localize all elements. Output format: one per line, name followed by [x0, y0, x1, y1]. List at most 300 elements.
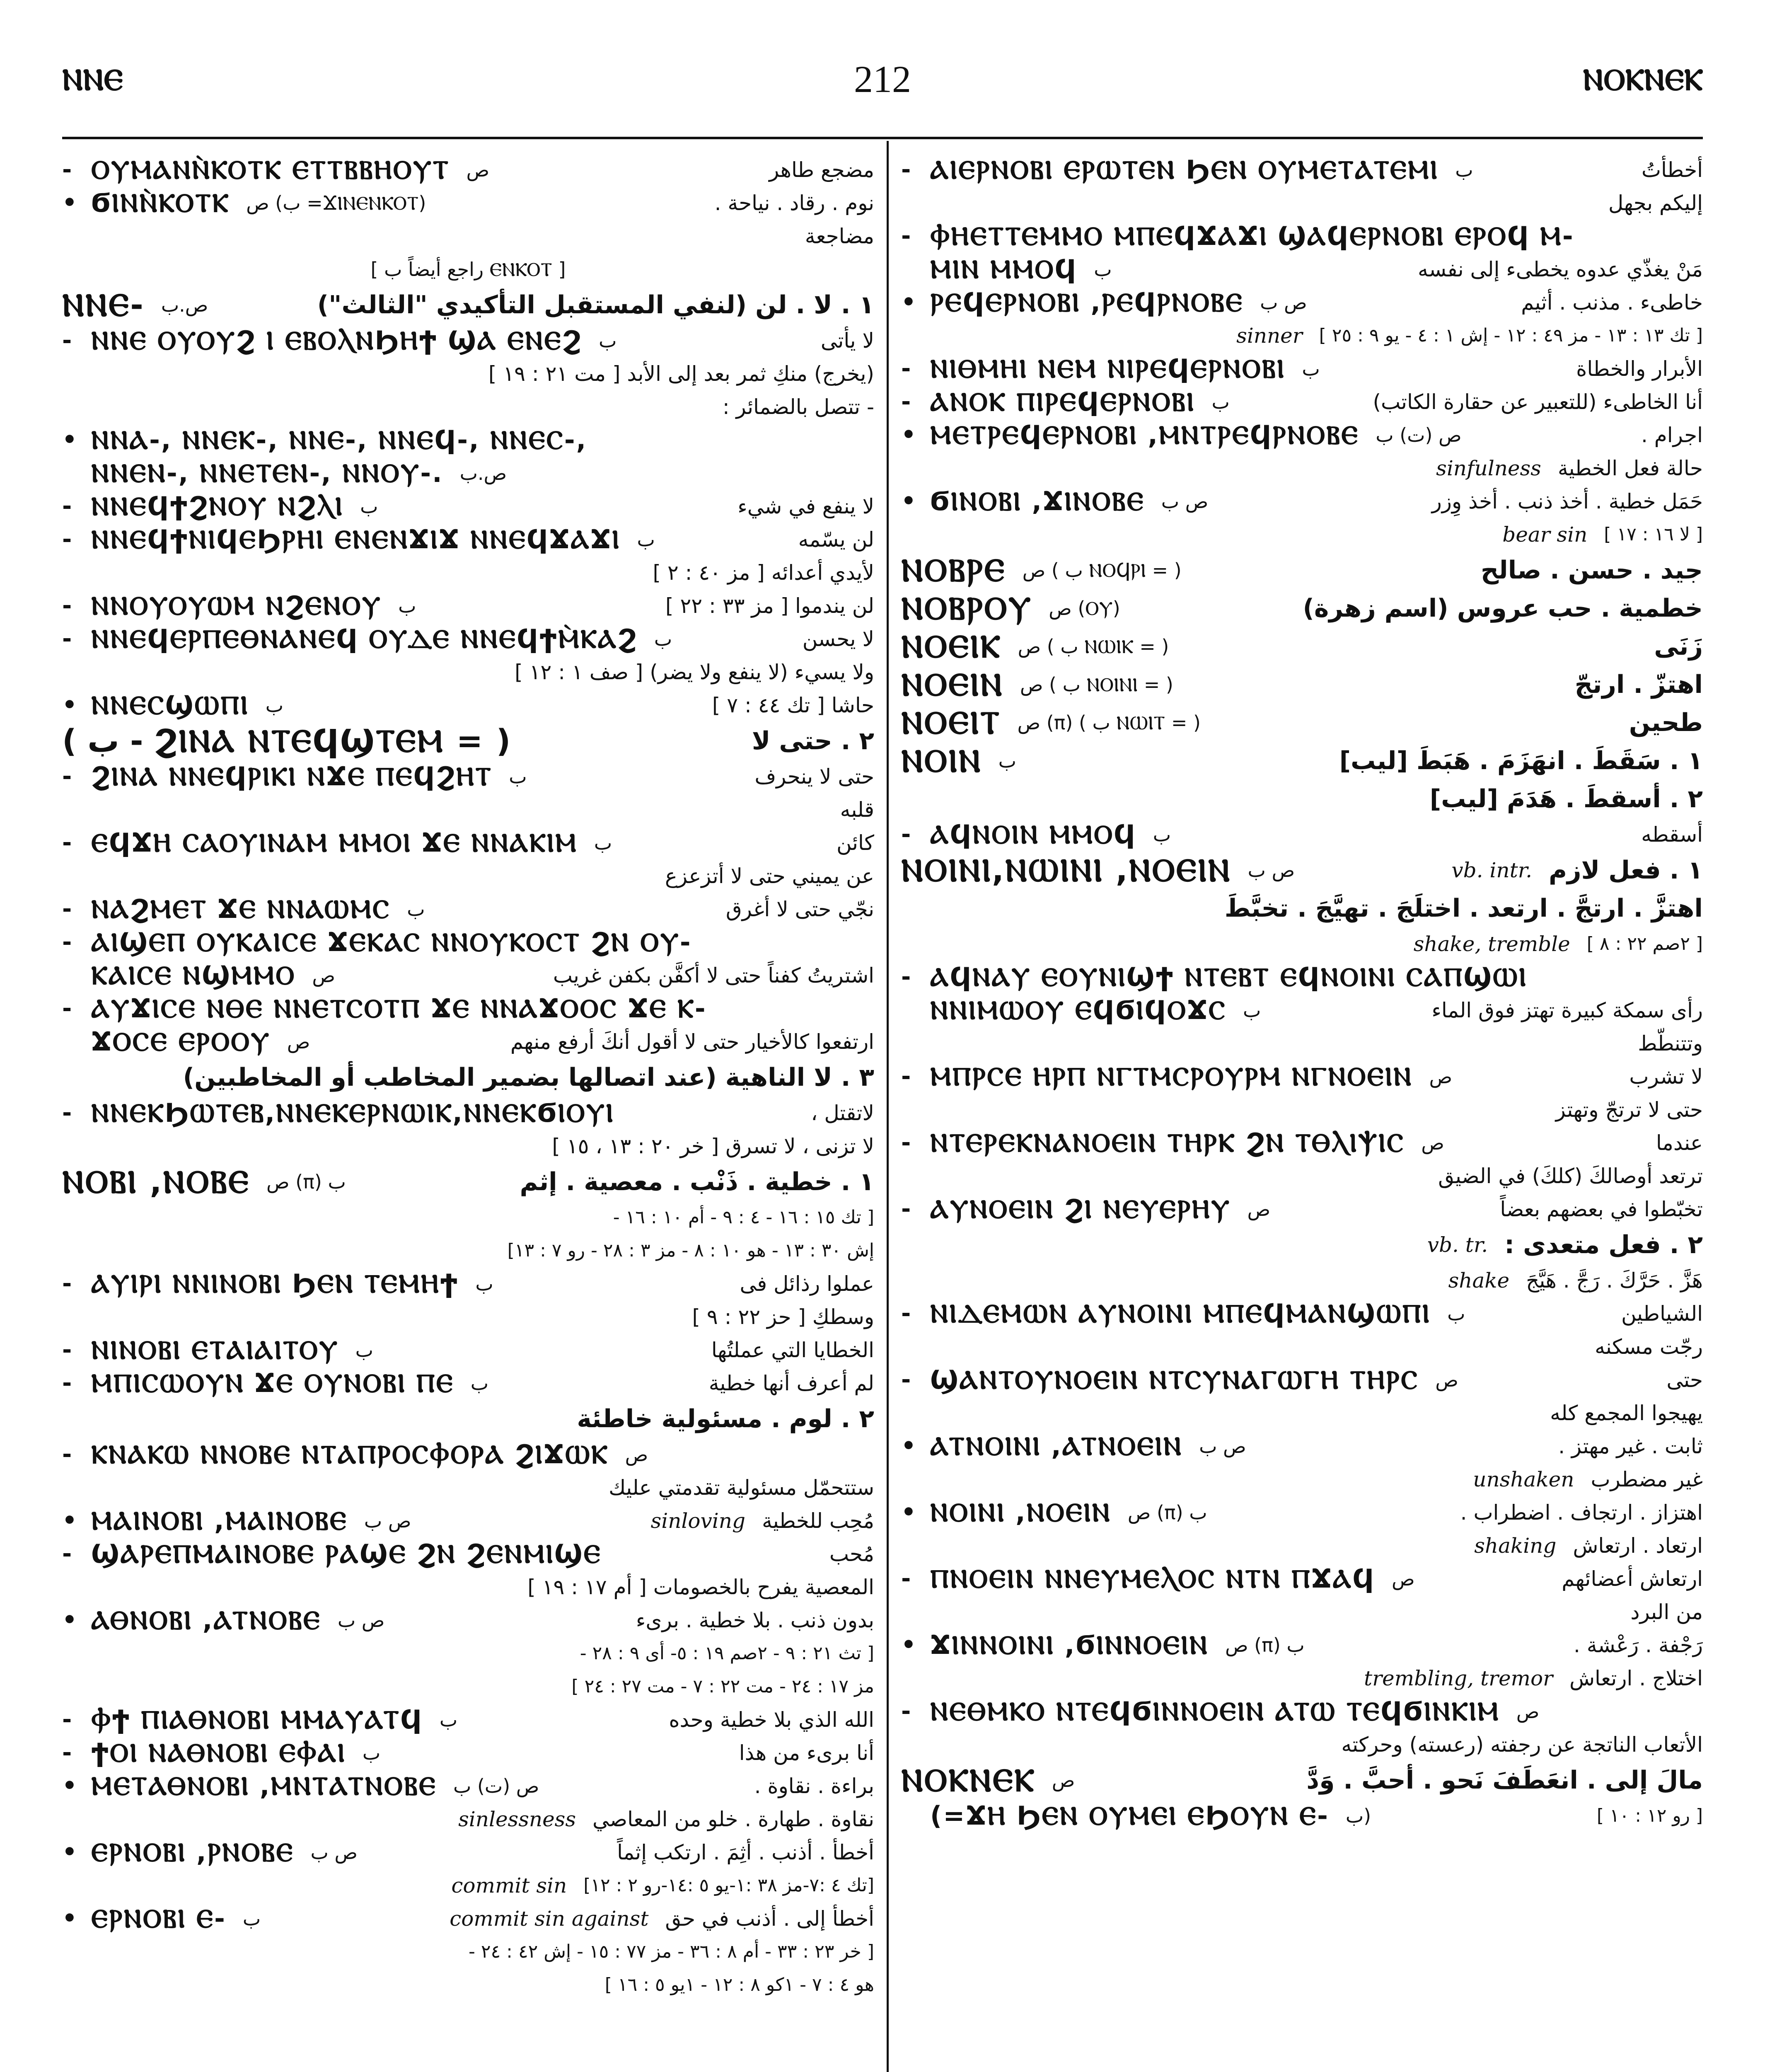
coptic-term: ⲚⲦⲈⲢⲈⲔⲚⲀⲚⲞⲈⲒⲚ ⲦⲎⲢⲔ ϨⲚ ⲦⲐⲖⲒⲮⲒⲤ	[930, 1128, 1405, 1158]
source-tag: ب	[407, 898, 425, 920]
arabic-gloss: حتى لا ينحرف	[754, 765, 874, 789]
entry-line	[901, 153, 1703, 186]
entry-line	[62, 1438, 874, 1471]
arabic-gloss: رَجْفة . رَعْشة .	[1573, 1633, 1703, 1657]
coptic-term: ⲚⲚⲈⲔϦⲰⲦⲈⲂ,ⲚⲚⲈⲔⲈⲢⲚⲰⲒⲔ,ⲚⲚⲈⲔϬⲒⲞⲨⲒ	[91, 1098, 614, 1128]
entry-line	[901, 1799, 1703, 1832]
arabic-gloss: لا تشرب	[1629, 1065, 1703, 1089]
source-tag: ب	[1243, 999, 1261, 1021]
coptic-term: ⲪⲎⲈⲦⲦⲈⲘⲘⲞ ⲘⲠⲈϤϪⲀϪⲒ ϢⲀϤⲈⲢⲚⲞⲂⲒ ⲈⲢⲞϤ Ⲙ-	[930, 221, 1574, 251]
source-tag: ب	[594, 832, 612, 854]
source-tag: ب	[398, 595, 416, 617]
dash-marker: -	[901, 821, 911, 848]
entry-line	[62, 1201, 874, 1234]
arabic-gloss: زَنَى	[1654, 632, 1703, 661]
arabic-gloss: ١ . سَقَطَ . انهَزَمَ . هَبَطَ [ليب]	[1339, 746, 1703, 775]
entry-line	[62, 1703, 874, 1736]
english-gloss: shake	[1448, 1268, 1510, 1293]
dash-marker: -	[62, 896, 72, 922]
source-tag: ص (ت) ب	[1376, 424, 1462, 446]
coptic-term: ⲚⲈⲐⲘⲔⲞ ⲚⲦⲈϤϬⲒⲚⲚⲞⲈⲒⲚ ⲀⲦⲰ ⲦⲈϤϬⲒⲚⲔⲒⲘ	[930, 1696, 1500, 1726]
source-tag: ب	[360, 495, 378, 518]
arabic-gloss: ٢ . أسقطَ . هَدَمَ [ليب]	[1429, 784, 1703, 813]
dash-marker: -	[62, 327, 72, 354]
arabic-gloss: الخطايا التي عملتُها	[711, 1338, 874, 1362]
dash-marker: -	[62, 1336, 72, 1363]
entry-line	[62, 992, 874, 1025]
coptic-term: ⲀⲒϢⲈⲠ ⲞⲨⲔⲀⲒⲤⲈ ϪⲈⲔⲀⲤ ⲚⲚⲞⲨⲔⲞⲤⲦ ϨⲚ ⲞⲨ-	[91, 927, 692, 957]
entry-line	[62, 1025, 874, 1058]
arabic-gloss: لم أعرف أنها خطية	[708, 1371, 874, 1395]
entry-line	[901, 1728, 1703, 1761]
bullet-marker: •	[901, 1499, 916, 1526]
english-gloss: sinfulness	[1436, 456, 1541, 480]
entry-line	[62, 1097, 874, 1130]
source-tag: ص.ب	[161, 294, 208, 316]
dash-marker: -	[62, 995, 72, 1022]
scripture-reference: [ لا ١٦ : ١٧ ]	[1604, 524, 1703, 545]
arabic-gloss: ٢ . لوم . مسئولية خاطئة	[577, 1404, 874, 1433]
source-tag: ص ب	[1161, 490, 1209, 513]
coptic-term: ϪⲒⲚⲚⲞⲒⲚⲒ ,ϬⲒⲚⲚⲞⲈⲒⲚ	[930, 1630, 1209, 1660]
arabic-gloss: حَمَل خطية . أخذ ذنب . أخذ وِزر	[1431, 489, 1703, 513]
entry-line	[62, 1130, 874, 1163]
coptic-term: ⲚⲒⲚⲞⲂⲒ ⲈⲦⲀⲒⲀⲒⲦⲞⲨ	[91, 1335, 339, 1365]
dash-marker: -	[62, 1441, 72, 1468]
entry-line	[901, 1662, 1703, 1695]
entry-line	[62, 1537, 874, 1571]
entry-line	[901, 485, 1703, 518]
dash-marker: -	[62, 829, 72, 856]
coptic-term: ⲚⲞⲂⲢⲞⲨ	[901, 590, 1032, 627]
arabic-gloss: ستتحمّل مسئولية تقدمتي عليك	[609, 1476, 874, 1500]
arabic-gloss: ٢ . فعل متعدى :	[1504, 1230, 1703, 1259]
coptic-term: ⲚⲚⲒⲘⲰⲞⲨ ⲈϤϬⲒϤⲞϪⲤ	[930, 995, 1227, 1025]
dash-marker: -	[901, 156, 911, 183]
arabic-gloss: نوم . رقاد . نياحة .	[714, 191, 874, 215]
entry-line	[901, 452, 1703, 485]
entry-line	[901, 1193, 1703, 1226]
arabic-gloss: أنا الخاطىء (للتعبير عن حقارة الكاتب)	[1373, 390, 1703, 414]
arabic-gloss: حتى لا ترتجّ وتهتز	[1555, 1098, 1703, 1122]
bullet-marker: •	[901, 421, 916, 448]
entry-line	[62, 1604, 874, 1637]
coptic-term: ⲀϤⲚⲀⲨ ⲈⲞⲨⲚⲒϢϮ ⲚⲦⲈⲂⲦ ⲈϤⲚⲞⲒⲚⲒ ⲤⲀⲠϢⲰⲒ	[930, 962, 1528, 992]
coptic-term: ϬⲒⲚⲞⲂⲒ ,ϪⲒⲚⲞⲂⲈ	[930, 486, 1145, 516]
dash-marker: -	[62, 1270, 72, 1297]
arabic-gloss: براءة . نقاوة .	[754, 1774, 874, 1798]
entry-line	[901, 286, 1703, 319]
arabic-gloss: ولا يسيء (لا ينفع ولا يضر) [ صف ١ : ١٢ ]	[515, 660, 874, 684]
scripture-reference: [ تث ٢١ : ٩ - ٢صم ١٩ : ٥- أى ٩ : ٢٨ -	[580, 1643, 874, 1664]
coptic-term: ⲘⲀⲒⲚⲞⲂⲒ ,ⲘⲀⲒⲚⲞⲂⲈ	[91, 1506, 348, 1536]
arabic-gloss: - تتصل بالضمائر :	[722, 395, 874, 419]
source-tag: ب	[1302, 358, 1320, 380]
arabic-gloss: أسقطه	[1641, 823, 1703, 847]
arabic-gloss: ارتعاش أعضائهم	[1562, 1567, 1703, 1591]
source-tag: ص ب	[337, 1609, 385, 1631]
entry-line	[62, 1968, 874, 2002]
coptic-term: ⲘⲈⲦⲀⲐⲚⲞⲂⲒ ,ⲘⲚⲦⲀⲦⲚⲞⲂⲈ	[91, 1771, 437, 1801]
arabic-gloss: خاطىء . مذنب . أثيم	[1521, 290, 1703, 315]
coptic-term: ⲀⲚⲞⲔ ⲠⲒⲢⲈϤⲈⲢⲚⲞⲂⲒ	[930, 387, 1195, 417]
bullet-marker: •	[62, 1905, 77, 1932]
arabic-gloss: أخطأ . أذنب . أثِمَ . ارتكب إثماً	[617, 1840, 874, 1864]
english-gloss: unshaken	[1473, 1467, 1574, 1491]
arabic-gloss: اهتزاز . ارتجاف . اضطراب .	[1460, 1501, 1703, 1525]
entry-line	[62, 1058, 874, 1097]
source-tag: ب	[509, 765, 527, 788]
arabic-gloss: ٢ . حتى لا	[752, 726, 874, 755]
entry-line	[901, 1529, 1703, 1562]
entry-line	[62, 220, 874, 253]
entry-line	[62, 1803, 874, 1836]
source-tag: ب	[654, 628, 672, 650]
dash-marker: -	[901, 1196, 911, 1222]
source-tag: ص	[1247, 1198, 1271, 1220]
entry-line	[901, 1093, 1703, 1126]
arabic-gloss: ١ . فعل لازم	[1549, 856, 1703, 885]
entry-line	[62, 1571, 874, 1604]
entry-line	[901, 742, 1703, 780]
entry-line	[901, 551, 1703, 589]
coptic-term: ⲚⲞⲒⲚⲒ ,ⲚⲞⲈⲒⲚ	[930, 1497, 1111, 1527]
entry-line	[901, 419, 1703, 452]
source-tag: ص	[1391, 1568, 1415, 1590]
dash-marker: -	[901, 1698, 911, 1725]
source-tag: ص ( ب ⲚⲞⲒⲚⲒ = )	[1020, 673, 1173, 696]
arabic-gloss: ترتعد أوصالكَ (كلكَ) في الضيق	[1438, 1164, 1703, 1188]
source-tag: ص	[312, 964, 335, 987]
scripture-reference: إش ٣٠ : ١٣ - هو ١٠ : ٨ - مز ٣ : ٢٨ - رو ٧ : ١٣]	[507, 1240, 874, 1261]
entry-line	[62, 826, 874, 859]
source-tag: ب	[1455, 159, 1473, 181]
dash-marker: -	[901, 1063, 911, 1090]
entry-line	[901, 627, 1703, 666]
arabic-gloss: عملوا رذائل فى	[740, 1272, 874, 1296]
arabic-gloss: من البرد	[1630, 1600, 1703, 1624]
arabic-gloss: رأى سمكة كبيرة تهتز فوق الماء	[1431, 998, 1703, 1022]
arabic-gloss: ٣ . لا الناهية (عند اتصالها بضمير المخاطب أو المخاطبين)	[183, 1063, 874, 1092]
entry-line	[901, 1463, 1703, 1496]
bullet-marker: •	[62, 426, 77, 453]
coptic-term: ⲀⲒⲈⲢⲚⲞⲂⲒ ⲈⲢⲰⲦⲈⲚ ϦⲈⲚ ⲞⲨⲘⲈⲦⲀⲦⲈⲘⲒ	[930, 155, 1439, 185]
entry-line	[62, 959, 874, 992]
arabic-gloss: اختلاج . ارتعاش	[1569, 1666, 1703, 1690]
entry-line	[901, 1595, 1703, 1629]
arabic-gloss: الله الذي بلا خطية وحده	[669, 1708, 874, 1732]
entry-line	[62, 1670, 874, 1703]
coptic-term: ⲚⲞⲈⲒⲦ	[901, 704, 1001, 741]
arabic-gloss: وتتنطّط	[1638, 1031, 1703, 1055]
arabic-gloss: كائن	[836, 831, 874, 855]
source-tag: ص (ب =ϪⲒⲚⲈⲚⲔⲞⲦ)	[246, 192, 426, 214]
entry-line	[62, 1504, 874, 1537]
coptic-term: ⲚⲞⲈⲒⲔ	[901, 628, 1001, 665]
dash-marker: -	[62, 526, 72, 553]
coptic-term: ϨⲒⲚⲀ ⲚⲚⲈϤⲢⲒⲔⲒ ⲚϪⲈ ⲠⲈϤϨⲎⲦ	[91, 761, 493, 792]
arabic-gloss: عن يميني حتى لا أتزعزع	[665, 864, 874, 888]
arabic-gloss: لأيدي أعدائه [ مز ٤٠ : ٢ ]	[653, 561, 874, 585]
coptic-term: ⲚⲚⲈϤϮϨⲚⲞⲨ ⲚϨⲖⲒ	[91, 491, 344, 521]
source-tag: ص	[287, 1031, 310, 1053]
entry-line	[62, 357, 874, 390]
source-tag: ص ب	[1260, 291, 1307, 314]
bullet-marker: •	[62, 189, 77, 216]
bullet-marker: •	[901, 488, 916, 515]
entry-line	[901, 518, 1703, 551]
arabic-gloss: اشتريتُ كفناً حتى لا أكفَّن بكفن غريب	[553, 963, 874, 988]
english-gloss: shaking	[1474, 1534, 1557, 1558]
scripture-reference: هو ٤ : ٧ - ١كو ٨ : ١٢ - ١يو ٥ : ١٦ ]	[604, 1974, 874, 1995]
dash-marker: -	[901, 1300, 911, 1327]
entry-line	[62, 793, 874, 826]
arabic-gloss: المعصية يفرح بالخصومات [ أم ١٧ : ١٩ ]	[527, 1575, 874, 1599]
source-tag: ص	[625, 1443, 648, 1466]
entry-line	[62, 324, 874, 357]
source-tag: ص	[1516, 1700, 1540, 1723]
entry-line	[901, 1159, 1703, 1193]
entry-line	[901, 1496, 1703, 1529]
coptic-term: ⲈⲢⲚⲞⲂⲒ Ⲉ-	[91, 1903, 226, 1934]
arabic-gloss: يهيجوا المجمع كله	[1550, 1401, 1703, 1425]
arabic-gloss: بدون ذنب . بلا خطية . برىء	[636, 1608, 874, 1632]
dash-marker: -	[901, 1129, 911, 1156]
coptic-term: ⲈⲢⲚⲞⲂⲒ ,ⲢⲚⲞⲂⲈ	[91, 1837, 294, 1867]
arabic-gloss: أنا برىء من هذا	[739, 1741, 874, 1765]
bullet-marker: •	[901, 289, 916, 316]
arabic-gloss: حاشا [ تك ٤٤ : ٧ ]	[712, 693, 874, 717]
coptic-term: ⲚⲞⲈⲒⲚ	[901, 666, 1003, 703]
entry-line	[901, 1297, 1703, 1330]
entry-line	[901, 1330, 1703, 1363]
arabic-gloss: قلبه	[840, 798, 874, 822]
entry-line	[62, 1234, 874, 1267]
source-tag: ب	[439, 1709, 458, 1731]
coptic-term: ⲢⲈϤⲈⲢⲚⲞⲂⲒ ,ⲢⲈϤⲢⲚⲞⲂⲈ	[930, 287, 1244, 317]
bullet-marker: •	[62, 1839, 77, 1866]
coptic-term: ⲀϤⲚⲞⲒⲚ ⲘⲘⲞϤ	[930, 819, 1136, 850]
arabic-gloss: ١ . لا . لن (لنفي المستقبل التأكيدي "الثالث")	[317, 290, 874, 320]
entry-line	[901, 1226, 1703, 1264]
entry-line	[901, 253, 1703, 286]
source-tag: ص	[1052, 1769, 1075, 1791]
entry-line	[901, 1629, 1703, 1662]
coptic-term: ⲀⲨⲚⲞⲈⲒⲚ ϨⲒ ⲚⲈⲨⲈⲢⲎⲨ	[930, 1194, 1231, 1224]
source-tag: ب	[242, 1907, 261, 1930]
arabic-gloss: مضاجعة	[805, 224, 874, 248]
entry-line	[62, 1471, 874, 1504]
coptic-term: ⲚⲚⲈ-	[62, 286, 145, 323]
arabic-gloss: لن يسّمه	[798, 528, 874, 552]
coptic-term: ⲔⲚⲀⲔⲰ ⲚⲚⲞⲂⲈ ⲚⲦⲀⲠⲢⲞⲤⲪⲞⲢⲀ ϨⲒϪⲰⲔ	[91, 1439, 609, 1469]
coptic-term: ⲘⲠⲒⲤⲰⲞⲨⲚ ϪⲈ ⲞⲨⲚⲞⲂⲒ ⲠⲈ	[91, 1368, 454, 1398]
source-tag: ص ( ب ⲚⲰⲒⲔ = )	[1018, 635, 1169, 658]
source-tag: ص.ب	[459, 462, 507, 484]
coptic-term: ⲚⲚⲈ ⲞⲨⲞⲨϨ Ⲓ ⲈⲂⲞⲖⲚϦⲎϮ ϢⲀ ⲈⲚⲈϨ	[91, 325, 583, 356]
source-tag: ب	[265, 694, 284, 716]
arabic-gloss: خطمية . حب عروس (اسم زهرة)	[1303, 594, 1703, 623]
dash-marker: -	[901, 1565, 911, 1592]
entry-line	[62, 893, 874, 926]
bullet-marker: •	[62, 692, 77, 719]
arabic-gloss: إليكم بجهل	[1608, 191, 1703, 215]
scripture-reference: [تك ٤ :٧-مز ٣٨ :١-يو ٥ :١٤-رو ٢ : ١٢]	[583, 1875, 874, 1896]
english-gloss: shake, tremble	[1413, 932, 1570, 956]
arabic-gloss: حالة فعل الخطية	[1557, 456, 1703, 480]
english-gloss: trembling, tremor	[1364, 1666, 1553, 1690]
entry-line	[901, 994, 1703, 1027]
entry-line	[901, 1562, 1703, 1595]
source-tag: ص (π) ب	[1225, 1634, 1305, 1656]
entry-line	[901, 1027, 1703, 1060]
arabic-gloss: ثابت . غير مهتز .	[1558, 1434, 1703, 1458]
entry-line	[901, 1264, 1703, 1297]
entry-line	[62, 689, 874, 722]
arabic-gloss: ارتفعوا كالأخيار حتى لا أقول أنكَ أرفع منهم	[510, 1030, 874, 1054]
entry-line	[62, 1300, 874, 1334]
dash-marker: -	[901, 388, 911, 415]
arabic-gloss: لاتقتل ،	[811, 1101, 874, 1125]
entry-line	[62, 1902, 874, 1935]
dash-marker: -	[901, 223, 911, 249]
coptic-term: ⲚⲒⲐⲘⲎⲒ ⲚⲈⲘ ⲚⲒⲢⲈϤⲈⲢⲚⲞⲂⲒ	[930, 353, 1286, 384]
arabic-gloss: لن يندموا [ مز ٣٣ : ٢٢ ]	[665, 594, 874, 618]
arabic-gloss: رجّت مسكنه	[1595, 1335, 1703, 1359]
entry-line	[62, 1836, 874, 1869]
entry-line	[62, 1736, 874, 1769]
bullet-marker: •	[62, 1607, 77, 1634]
coptic-term: ⲞⲨⲘⲀⲚⲚ̀ⲔⲞⲦⲔ ⲈⲦⲦⲂⲂⲎⲞⲨⲦ	[91, 155, 450, 185]
entry-line	[62, 926, 874, 959]
dash-marker: -	[62, 493, 72, 520]
dash-marker: -	[901, 963, 911, 990]
arabic-gloss: نجّي حتى لا أغرق	[725, 897, 874, 921]
source-tag: ص ب	[1199, 1435, 1246, 1457]
arabic-gloss: عندما	[1656, 1131, 1703, 1155]
coptic-term: ⲀⲦⲚⲞⲒⲚⲒ ,ⲀⲦⲚⲞⲈⲒⲚ	[930, 1431, 1183, 1461]
bullet-marker: •	[901, 1433, 916, 1460]
entry-line	[62, 589, 874, 622]
coptic-term: ϬⲒⲚⲚ̀ⲔⲞⲦⲔ	[91, 188, 230, 218]
coptic-term: ⲠⲚⲞⲈⲒⲚ ⲚⲚⲈⲨⲘⲈⲖⲞⲤ ⲚⲦⲚ ⲠϪⲀϤ	[930, 1564, 1375, 1594]
entry-line	[62, 556, 874, 589]
entry-line	[62, 1637, 874, 1670]
coptic-term: ⲚⲞⲂⲒ ,ⲚⲞⲂⲈ	[62, 1163, 250, 1200]
arabic-gloss: لا ينفع في شيء	[737, 494, 874, 518]
arabic-gloss: لا تزنى ، لا تسرق [ خر ٢٠ : ١٣ ، ١٥ ]	[552, 1134, 874, 1158]
column-divider	[887, 141, 889, 2072]
coptic-term: (=ϪⲎ ϦⲈⲚ ⲞⲨⲘⲈⲒ ⲈϦⲞⲨⲚ Ⲉ-	[930, 1801, 1329, 1831]
coptic-term: ⲪϮ ⲠⲒⲀⲐⲚⲞⲂⲒ ⲘⲘⲀⲨⲀⲦϤ	[91, 1704, 423, 1735]
dash-marker: -	[62, 592, 72, 619]
entry-line	[901, 319, 1703, 352]
entry-line	[901, 889, 1703, 927]
arabic-gloss: لا يحسن	[802, 627, 874, 651]
source-tag: ب	[362, 1742, 381, 1764]
english-gloss: vb. tr.	[1427, 1233, 1488, 1257]
coptic-term: ⲘⲒⲚ ⲘⲘⲞϤ	[930, 254, 1078, 284]
coptic-term: ⲀⲨⲒⲢⲒ ⲚⲚⲒⲚⲞⲂⲒ ϦⲈⲚ ⲦⲈⲘⲎϮ	[91, 1268, 459, 1299]
coptic-term: ⲚⲚⲈϤⲈⲢⲠⲈⲐⲚⲀⲚⲈϤ ⲞⲨⲆⲈ ⲚⲚⲈϤϮⲘ̀ⲔⲀϨ	[91, 624, 638, 654]
arabic-gloss: أخطأتُ	[1641, 158, 1703, 182]
coptic-term: ϮⲞⲒ ⲚⲀⲐⲚⲞⲂⲒ ⲈⲪⲀⲒ	[91, 1738, 346, 1768]
source-tag: ص	[466, 159, 490, 181]
arabic-gloss: ١ . خطية . ذَنْب . معصية . إثم	[520, 1167, 874, 1196]
entry-line	[62, 1400, 874, 1438]
arabic-gloss: لا يأتى	[820, 329, 874, 353]
source-tag: ص	[1421, 1132, 1444, 1154]
source-tag: ب	[1211, 391, 1230, 413]
source-tag: ص	[1429, 1065, 1453, 1088]
source-tag: ب	[599, 329, 617, 352]
arabic-gloss: اجرام .	[1641, 423, 1703, 447]
scripture-reference: [ خر ٢٣ : ٣٣ - أم ٨ : ٣٦ - مز ٧٧ : ١٥ - إش ٤٢ : ٢٤ -	[469, 1941, 874, 1962]
dash-marker: -	[62, 625, 72, 652]
dash-marker: -	[62, 763, 72, 790]
entry-line	[62, 153, 874, 186]
dash-marker: -	[62, 1540, 72, 1567]
entry-line	[901, 1060, 1703, 1093]
entry-line	[901, 927, 1703, 961]
source-tag: ب	[470, 1372, 489, 1394]
coptic-term: ⲚⲚⲞⲨⲞⲨⲰⲘ ⲚϨⲈⲚⲞⲨ	[91, 591, 382, 621]
entry-line	[62, 1267, 874, 1300]
source-tag: ص ( ب ⲚⲞϤⲢⲒ = )	[1022, 559, 1182, 581]
dash-marker: -	[62, 156, 72, 183]
running-head-left: ⲚⲚⲈ	[62, 62, 123, 97]
entry-line	[62, 1334, 874, 1367]
arabic-gloss: اهتزَّ . ارتجَّ . ارتعد . اختلَجَ . تهيَّجَ . تخبَّطَ	[1224, 894, 1703, 923]
coptic-term: ⲚⲚⲀ-, ⲚⲚⲈⲔ-, ⲚⲚⲈ-, ⲚⲚⲈϤ-, ⲚⲚⲈⲤ-,	[91, 425, 588, 455]
arabic-gloss: أخطأ إلى . أذنب في حق	[665, 1907, 874, 1931]
entry-line	[62, 424, 874, 457]
arabic-gloss: مُحِب للخطية	[762, 1509, 874, 1533]
source-tag: ب	[1094, 258, 1112, 281]
dash-marker: -	[62, 1706, 72, 1733]
dash-marker: -	[901, 1366, 911, 1393]
entry-line	[62, 1163, 874, 1201]
bullet-marker: •	[901, 1631, 916, 1658]
entry-line	[62, 286, 874, 324]
bullet-marker: •	[62, 1507, 77, 1534]
english-gloss: commit sin	[451, 1874, 567, 1898]
entry-line	[901, 780, 1703, 818]
entry-line	[62, 390, 874, 424]
coptic-term: ⲚⲞⲔⲚⲈⲔ	[901, 1762, 1035, 1798]
source-tag: ب)	[1345, 1805, 1371, 1827]
entry-line	[901, 1126, 1703, 1159]
entry-line	[62, 523, 874, 556]
entry-line	[901, 1430, 1703, 1463]
source-tag: ب	[1447, 1302, 1465, 1325]
entry-line	[62, 859, 874, 893]
scripture-reference: [ ٢صم ٢٢ : ٨ ]	[1586, 933, 1703, 954]
coptic-term: ⲀⲐⲚⲞⲂⲒ ,ⲀⲦⲚⲞⲂⲈ	[91, 1605, 321, 1635]
entry-line	[62, 490, 874, 523]
source-tag: ص	[1435, 1369, 1458, 1391]
arabic-gloss: غير مضطرب	[1591, 1467, 1703, 1491]
english-gloss: sinloving	[650, 1509, 745, 1533]
right-column	[901, 153, 1703, 2072]
arabic-gloss: طحين	[1629, 708, 1703, 737]
dash-marker: -	[62, 1370, 72, 1397]
coptic-term: ϢⲀⲢⲈⲠⲘⲀⲒⲚⲞⲂⲈ ⲢⲀϢⲈ ϨⲚ ϨⲈⲚⲘⲒϢⲈ	[91, 1539, 602, 1569]
left-column	[62, 153, 874, 2072]
source-tag: ص (π) ب	[1127, 1501, 1207, 1524]
dash-marker: -	[62, 1739, 72, 1766]
entry-line	[901, 589, 1703, 627]
